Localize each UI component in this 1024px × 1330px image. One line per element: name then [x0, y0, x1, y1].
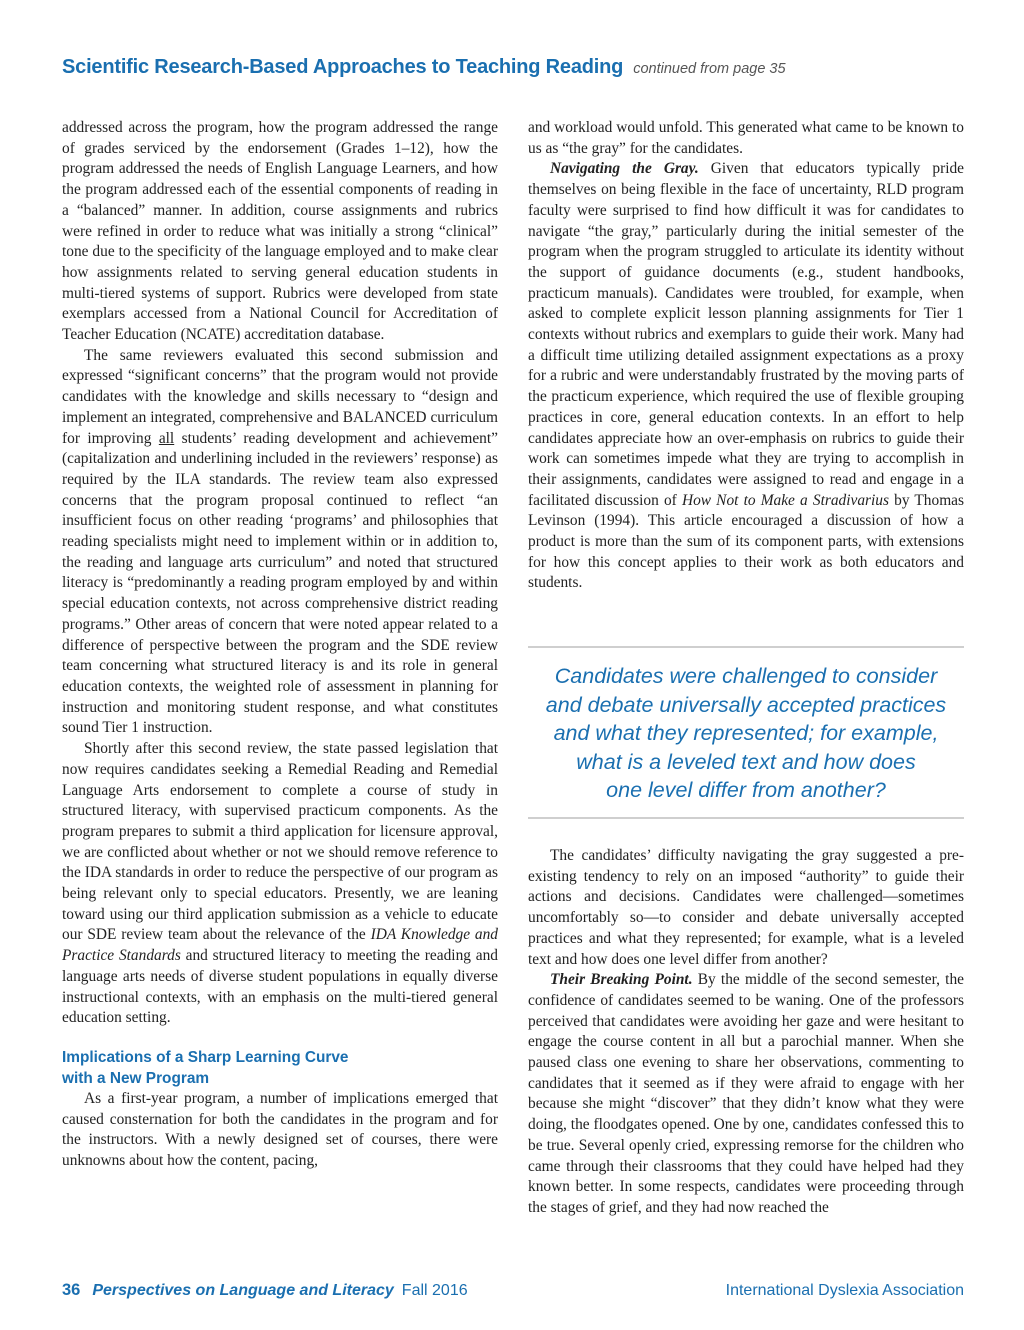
- text-run: and structured literacy to meeting the reading and language arts needs of diverse student populations in equally diverse instructional contexts, with an emphasis on the multi-tiered general education setting.: [62, 947, 498, 1027]
- run-in-heading: Their Breaking Point.: [550, 971, 693, 989]
- paragraph: [528, 159, 964, 594]
- organization-name: International Dyslexia Association: [725, 1282, 964, 1299]
- pull-quote-line: Candidates were challenged to consider: [554, 664, 938, 688]
- pull-quote-line: what is a leveled text and how does: [576, 749, 916, 774]
- text-run: by Thomas Levinson (1994). This article encouraged a discussion of how a product is more than the sum of its component parts, with extensions for how this concept applies to their work as both educators and students.: [528, 491, 964, 592]
- paragraph: and workload would unfold. This generated what came to be known to us as “the gray” for the candidates.: [528, 119, 964, 157]
- page-footer: [62, 1281, 964, 1300]
- run-in-heading: Navigating the Gray.: [550, 160, 699, 178]
- right-column-lower: [528, 846, 964, 1219]
- text-run: students’ reading development and achievement” (capitalization and underlining included in the reviewers’ response) as required by the ILA standards. The review team also expressed concerns that the program proposal continued to reflect “an insufficient focus on other reading ‘programs’ and philosophies that reading specialists might need to implement within or in addition to, the reading and language arts curriculum” and noted that structured literacy is “predominantly a reading program employed by and within special education contexts, not across comprehensive district reading programs.” Other areas of concern that were noted appear related to a difference of perspective between the program and the SDE review team concerning what structured literacy is and its role in general education contexts, the weighted role of assessment in planning for instruction and monitoring student response, and what constitutes sound Tier 1 instruction.: [62, 429, 498, 737]
- italic-title: How Not to Make a Stradivarius: [681, 491, 889, 509]
- left-column: [62, 118, 498, 1172]
- section-heading: [62, 1047, 498, 1089]
- journal-name: Perspectives on Language and Literacy: [92, 1282, 394, 1299]
- pull-quote-line: and what they represented; for example,: [553, 721, 939, 746]
- page-number: 36: [62, 1281, 81, 1299]
- text-run: The same reviewers evaluated this second submission and expressed “significant concerns” that the program would not provide candidates with the knowledge and skills necessary to “design and implement an integrated, comprehensive and BALANCED curriculum for improving: [62, 346, 498, 447]
- italic-title: IDA Knowledge and Practice Standards: [62, 926, 498, 965]
- footer-left: [62, 1281, 468, 1300]
- issue-label: Fall 2016: [401, 1282, 468, 1299]
- right-column-upper: [528, 118, 964, 594]
- paragraph: [528, 970, 964, 1218]
- section-heading-line: Implications of a Sharp Learning Curve: [62, 1048, 349, 1066]
- section-heading-line: with a New Program: [62, 1069, 210, 1087]
- pull-quote: [528, 646, 964, 819]
- continued-note: continued from page 35: [633, 61, 786, 77]
- paragraph: [62, 346, 498, 739]
- paragraph: As a first-year program, a number of implications emerged that caused consternation for both the candidates in the program and for the instructors. With a newly designed set of courses, there were unknowns about how the content, pacing,: [62, 1089, 498, 1170]
- paragraph: [62, 739, 498, 1029]
- underlined-word: all: [158, 429, 175, 447]
- paragraph: The candidates’ difficulty navigating the gray suggested a pre-existing tendency to rely on an imposed “authority” to guide their actions and decisions. Candidates were challenged—sometimes uncomfortably so—to consider and debate universally accepted practices and what they represented; for example, what is a leveled text and how does one level differ from another?: [528, 847, 964, 968]
- article-title: Scientific Research-Based Approaches to Teaching Reading: [62, 56, 624, 78]
- pull-quote-line: one level differ from another?: [606, 778, 886, 803]
- text-run: Given that educators typically pride themselves on being flexible in the face of uncertainty, RLD program faculty were surprised to find how difficult it was for candidates to navigate “the gray,” particularly during the initial semester of the program when the program struggled to articulate its identity without the support of guidance documents (e.g., student handbooks, practicum manuals). Candidates were troubled, for example, when asked to complete explicit lesson planning assignments for Tier 1 contexts without rubrics and exemplars to guide their work. Many had a difficult time utilizing detailed assignment expectations as a proxy for a rubric and were understandably frustrated by the moving parts of the practicum experience, which required the use of flexible grouping practices in core, general education contexts. In an effort to help candidates appreciate how an over-emphasis on rubrics to guide their work can sometimes impede what they are trying to accomplish in their assignments, candidates were assigned to read and engage in a facilitated discussion of: [528, 160, 965, 509]
- paragraph: addressed across the program, how the program addressed the range of grades serviced by the endorsement (Grades 1–12), how the program addressed the needs of English Language Learners, and how the program addressed each of the essential components of reading in a “balanced” manner. In addition, course assignments and rubrics were refined in order to reduce what was initially a strong “clinical” tone due to the specificity of the language employed and to make clear how assignments related to serving general education students in multi-tiered systems of support. Rubrics were developed from state exemplars accessed from a National Council for Accreditation of Teacher Education (NCATE) accreditation database.: [62, 119, 498, 344]
- text-run: Shortly after this second review, the state passed legislation that now requires candidates seeking a Remedial Reading and Remedial Language Arts endorsement to complete a course of study in structured literacy, with supervised practicum components. As the program prepares to submit a third application for licensure approval, we are conflicted about whether or not we should remove reference to the IDA standards in order to reduce the perspective of our program as being relevant only to special educators. Presently, we are leaning toward using our third application submission as a vehicle to educate our SDE review team about the relevance of the: [62, 740, 498, 944]
- running-header: [62, 56, 984, 79]
- text-run: By the middle of the second semester, the confidence of candidates seemed to be waning. One of the professors perceived that candidates were avoiding her gaze and were hesitant to engage the course content in all but a parochial manner. When she paused class one evening to share her observations, commenting to candidates that it seemed as if they were afraid to engage with her because she might “discover” that they didn’t know what they were doing, the floodgates opened. One by one, candidates confessed this to be true. Several openly cried, expressing remorse for the children who came through their classrooms that they could have helped had they known better. In some respects, candidates were proceeding through the stages of grief, and they had now reached the: [528, 971, 964, 1216]
- pull-quote-line: and debate universally accepted practices: [545, 692, 947, 717]
